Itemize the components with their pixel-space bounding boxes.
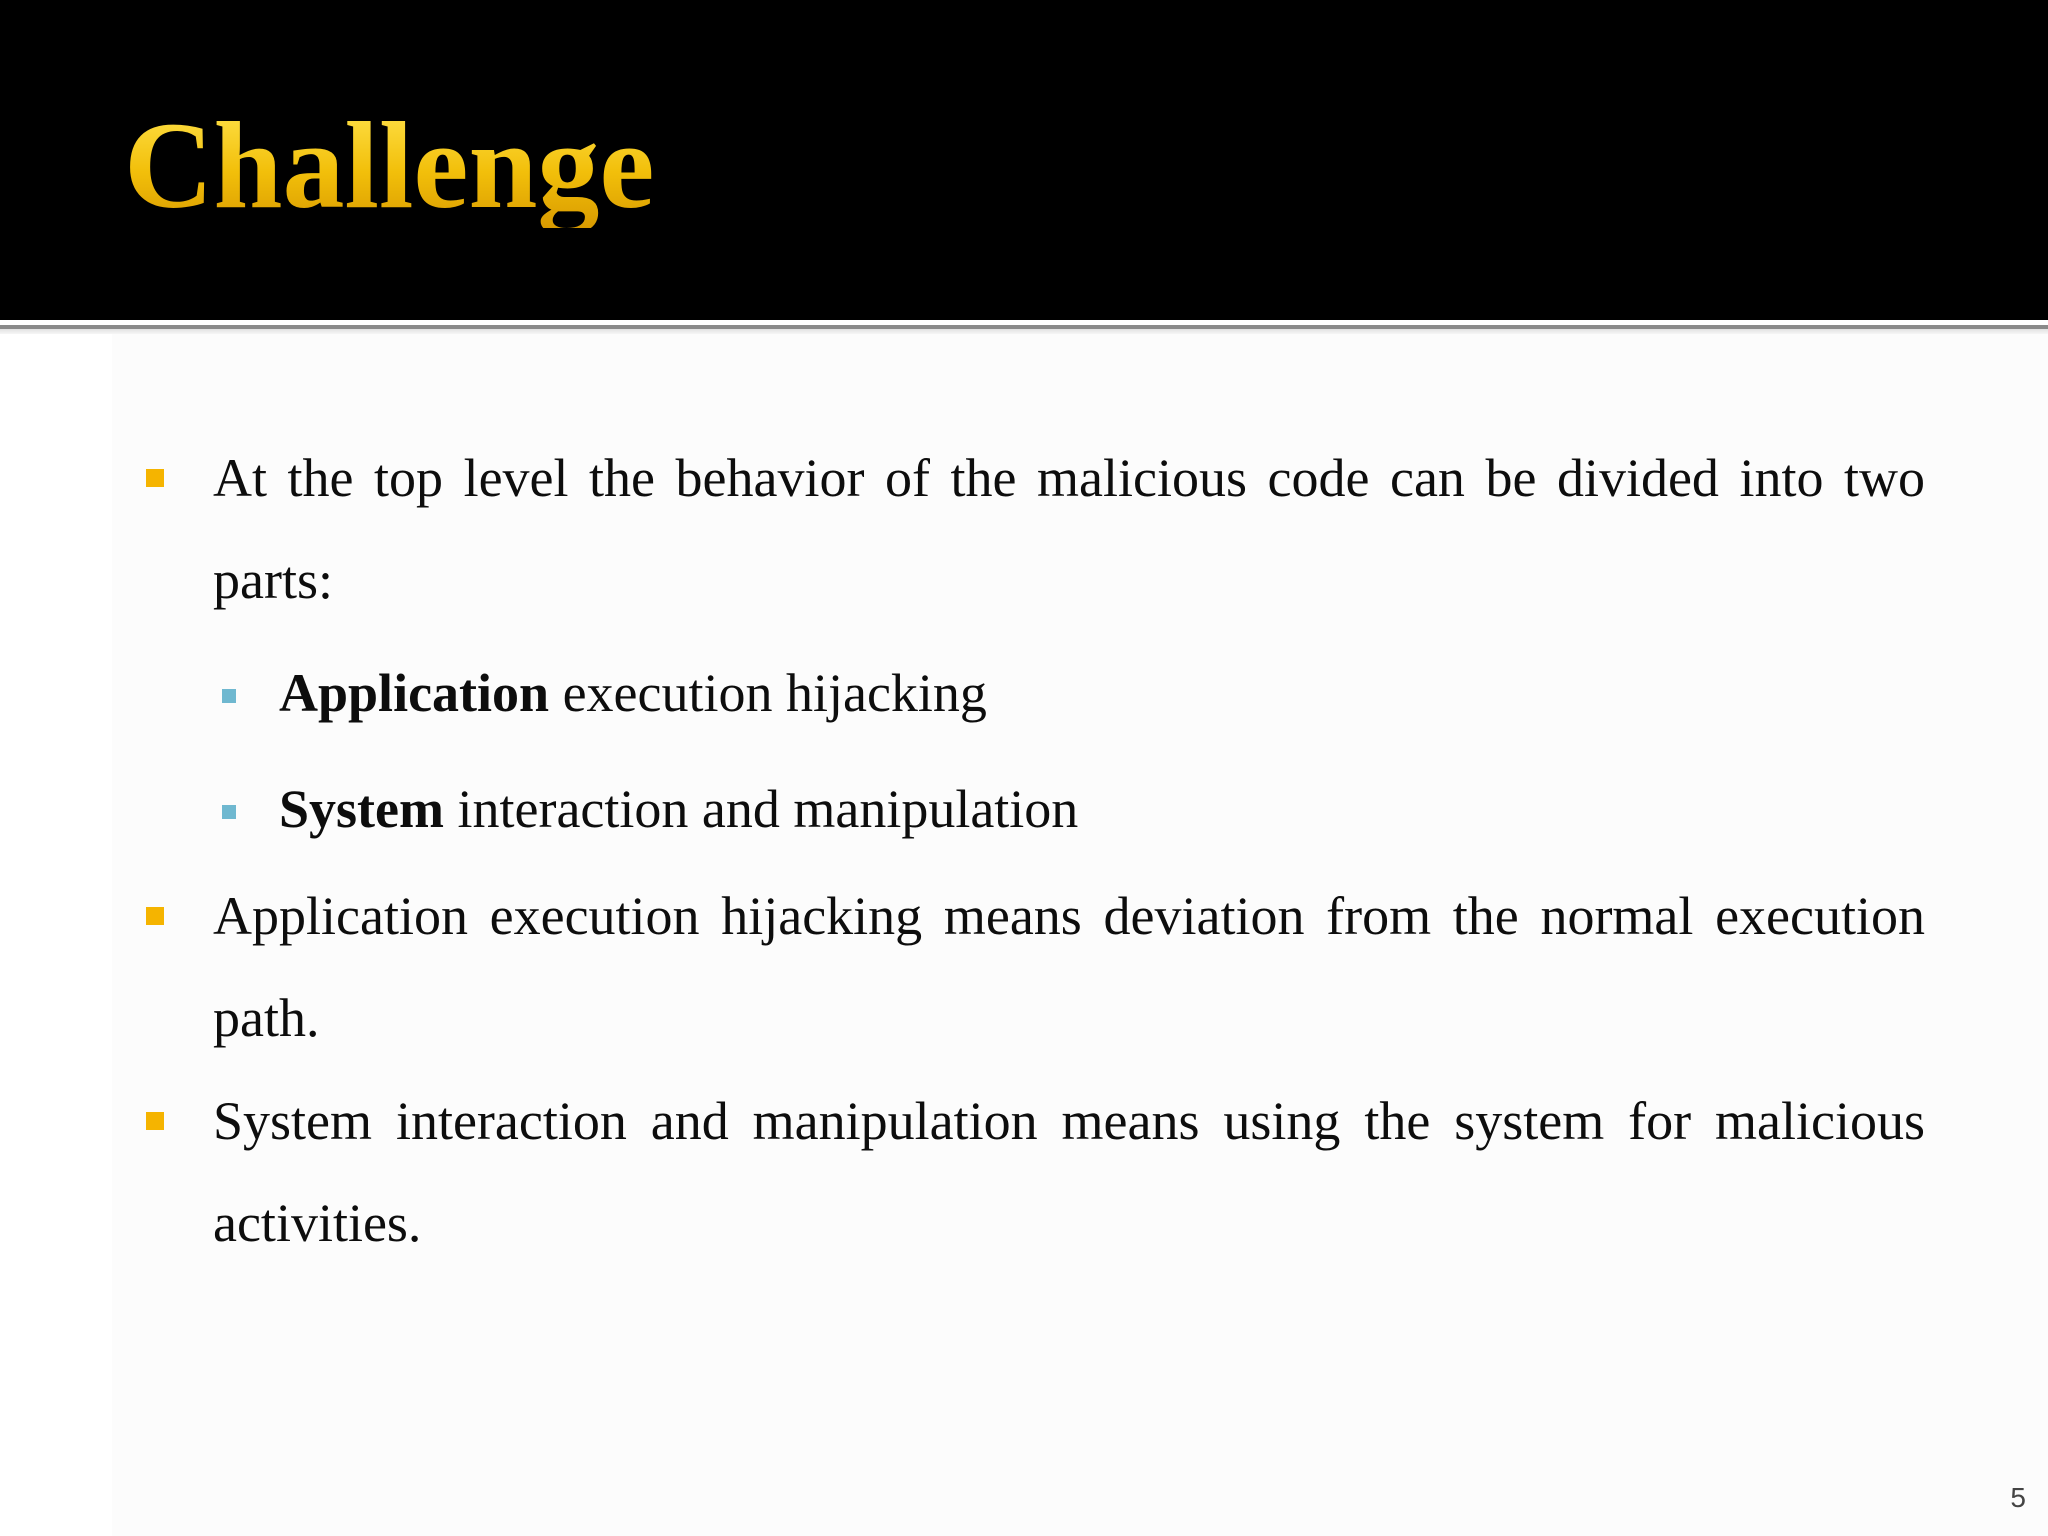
bullet-text-3: System interaction and manipulation means using the system for malicious activities. bbox=[213, 1091, 1925, 1253]
sub-bullet-text-2 bbox=[279, 777, 1078, 842]
sub-bullet-rest-1: execution hijacking bbox=[549, 663, 987, 723]
bullet-square-icon bbox=[146, 1112, 164, 1130]
slide-title: Challenge bbox=[124, 97, 655, 234]
sub-bullet-square-icon bbox=[222, 689, 236, 703]
sub-bullet-square-icon bbox=[222, 805, 236, 819]
sub-bullet-bold-term-2: System bbox=[279, 779, 444, 839]
page-number: 5 bbox=[2010, 1482, 2026, 1513]
sub-bullet-text-1 bbox=[279, 661, 987, 726]
bullet-square-icon bbox=[146, 469, 164, 487]
bullet-square-icon bbox=[146, 907, 164, 925]
sub-bullet-bold-term-1: Application bbox=[279, 663, 550, 723]
bullet-text-1: At the top level the behavior of the malicious code can be divided into two parts: bbox=[213, 448, 1925, 610]
bullet-text-2: Application execution hijacking means deviation from the normal execution path. bbox=[213, 886, 1925, 1048]
sub-bullet-rest-2: interaction and manipulation bbox=[443, 779, 1079, 839]
header-divider bbox=[0, 320, 2048, 334]
